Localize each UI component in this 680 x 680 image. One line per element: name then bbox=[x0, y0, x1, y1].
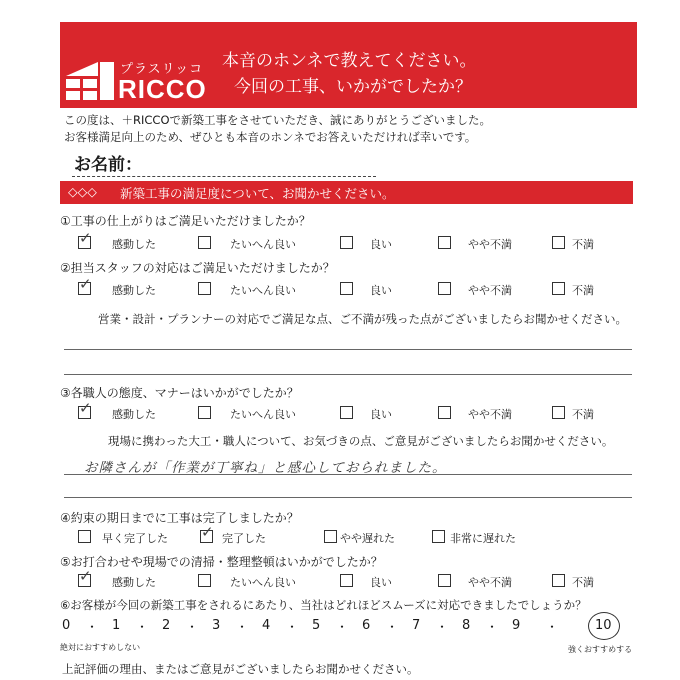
header-line-2: 今回の工事、いかがでしたか？ bbox=[234, 77, 472, 97]
q4-option: 完了した bbox=[222, 532, 266, 545]
q3-option: たいへん良い bbox=[230, 408, 296, 421]
section-bar bbox=[60, 181, 633, 204]
scale-separator: ・ bbox=[136, 620, 149, 634]
scale-4[interactable]: 4 bbox=[262, 618, 271, 633]
scale-separator: ・ bbox=[236, 620, 249, 634]
q2-checkbox-5[interactable] bbox=[552, 282, 565, 295]
q4-checkbox-4[interactable] bbox=[432, 530, 445, 543]
q5-checkbox-5[interactable] bbox=[552, 574, 565, 587]
scale-2[interactable]: 2 bbox=[162, 618, 171, 633]
q3-comment-line-1[interactable] bbox=[64, 474, 632, 475]
section-title: 新築工事の満足度について、お聞かせください。 bbox=[120, 186, 395, 201]
intro-line-1: この度は、＋RICCOで新築工事をさせていただき、誠にありがとうございました。 bbox=[64, 113, 492, 127]
q1-text: ①工事の仕上がりはご満足いただけましたか？ bbox=[60, 214, 311, 228]
scale-separator: ・ bbox=[336, 620, 349, 634]
q5-option: やや不満 bbox=[468, 576, 512, 589]
q2-comment-line-1[interactable] bbox=[64, 349, 632, 350]
q4-checkbox-1[interactable] bbox=[78, 530, 91, 543]
q3-checkbox-5[interactable] bbox=[552, 406, 565, 419]
scale-10[interactable]: 10 bbox=[595, 618, 612, 633]
q5-text: ⑤お打合わせや現場での清掃・整理整頓はいかがでしたか？ bbox=[60, 555, 383, 569]
q1-option: やや不満 bbox=[468, 238, 512, 251]
q6-text: ⑥お客様が今回の新築工事をされるにあたり、当社はどれほどスムーズに対応できましたでしょうか？ bbox=[60, 598, 587, 612]
q2-checkbox-4[interactable] bbox=[438, 282, 451, 295]
brand-name: RICCO bbox=[118, 74, 207, 104]
scale-3[interactable]: 3 bbox=[212, 618, 221, 633]
header-line-1: 本音のホンネで教えてください。 bbox=[222, 51, 477, 71]
q3-checkbox-3[interactable] bbox=[340, 406, 353, 419]
scale-separator: ・ bbox=[286, 620, 299, 634]
name-label: お名前： bbox=[74, 155, 142, 175]
q5-checkbox-4[interactable] bbox=[438, 574, 451, 587]
scale-separator: ・ bbox=[486, 620, 499, 634]
checkmark-icon: ✓ bbox=[79, 567, 92, 585]
brand-kana: プラスリッコ bbox=[120, 62, 204, 77]
q1-checkbox-2[interactable] bbox=[198, 236, 211, 249]
q2-option: 感動した bbox=[112, 284, 156, 297]
checkmark-icon: ✓ bbox=[201, 523, 214, 541]
q4-checkbox-3[interactable] bbox=[324, 530, 337, 543]
q3-option: 良い bbox=[370, 408, 392, 421]
scale-separator: ・ bbox=[546, 620, 559, 634]
checkmark-icon: ✓ bbox=[79, 275, 92, 293]
q2-checkbox-3[interactable] bbox=[340, 282, 353, 295]
scale-1[interactable]: 1 bbox=[112, 618, 121, 633]
q1-option: 良い bbox=[370, 238, 392, 251]
q2-option: やや不満 bbox=[468, 284, 512, 297]
scale-separator: ・ bbox=[186, 620, 199, 634]
q2-sub-text: 営業・設計・プランナーの対応でご満足な点、ご不満が残った点がございましたらお聞かせください。 bbox=[98, 312, 627, 326]
scale-0[interactable]: 0 bbox=[62, 618, 71, 633]
q3-checkbox-2[interactable] bbox=[198, 406, 211, 419]
q3-sub-text: 現場に携わった大工・職人について、お気づきの点、ご意見がございましたらお聞かせください。 bbox=[108, 434, 614, 448]
footer-text: 上記評価の理由、またはご意見がございましたらお聞かせください。 bbox=[62, 662, 419, 676]
q4-option: 早く完了した bbox=[102, 532, 168, 545]
q4-option: やや遅れた bbox=[340, 532, 395, 545]
q2-text: ②担当スタッフの対応はご満足いただけましたか？ bbox=[60, 261, 335, 275]
scale-high-label: 強くおすすめする bbox=[568, 645, 633, 654]
name-field[interactable] bbox=[72, 176, 376, 177]
scale-9[interactable]: 9 bbox=[512, 618, 521, 633]
scale-7[interactable]: 7 bbox=[412, 618, 421, 633]
scale-low-label: 絶対におすすめしない bbox=[60, 643, 141, 652]
intro-line-2: お客様満足向上のため、ぜひとも本音のホンネでお答えいただければ幸いです。 bbox=[64, 130, 477, 144]
q5-option: 感動した bbox=[112, 576, 156, 589]
q5-option: 良い bbox=[370, 576, 392, 589]
checkmark-icon: ✓ bbox=[79, 229, 92, 247]
q3-option: 感動した bbox=[112, 408, 156, 421]
scale-6[interactable]: 6 bbox=[362, 618, 371, 633]
q3-handwritten-comment: お隣さんが「作業が丁寧ね」と感心しておられました。 bbox=[84, 460, 447, 476]
q2-option: 良い bbox=[370, 284, 392, 297]
q3-checkbox-4[interactable] bbox=[438, 406, 451, 419]
q5-option: たいへん良い bbox=[230, 576, 296, 589]
q2-option: 不満 bbox=[572, 284, 594, 297]
q5-option: 不満 bbox=[572, 576, 594, 589]
scale-8[interactable]: 8 bbox=[462, 618, 471, 633]
q5-checkbox-3[interactable] bbox=[340, 574, 353, 587]
q3-comment-line-2[interactable] bbox=[64, 497, 632, 498]
q1-checkbox-4[interactable] bbox=[438, 236, 451, 249]
scale-separator: ・ bbox=[86, 620, 99, 634]
q2-checkbox-2[interactable] bbox=[198, 282, 211, 295]
q1-option: たいへん良い bbox=[230, 238, 296, 251]
q3-option: やや不満 bbox=[468, 408, 512, 421]
scale-5[interactable]: 5 bbox=[312, 618, 321, 633]
q1-option: 感動した bbox=[112, 238, 156, 251]
q5-checkbox-2[interactable] bbox=[198, 574, 211, 587]
q3-text: ③各職人の態度、マナーはいかがでしたか？ bbox=[60, 386, 299, 400]
scale-separator: ・ bbox=[386, 620, 399, 634]
q1-checkbox-3[interactable] bbox=[340, 236, 353, 249]
scale-separator: ・ bbox=[436, 620, 449, 634]
section-prefix: ◇◇◇ bbox=[68, 184, 97, 199]
q2-comment-line-2[interactable] bbox=[64, 374, 632, 375]
q1-option: 不満 bbox=[572, 238, 594, 251]
q2-option: たいへん良い bbox=[230, 284, 296, 297]
q4-text: ④約束の期日までに工事は完了しましたか？ bbox=[60, 511, 299, 525]
q3-option: 不満 bbox=[572, 408, 594, 421]
checkmark-icon: ✓ bbox=[79, 399, 92, 417]
q1-checkbox-5[interactable] bbox=[552, 236, 565, 249]
q4-option: 非常に遅れた bbox=[450, 532, 516, 545]
ricco-logo-icon bbox=[66, 62, 114, 100]
